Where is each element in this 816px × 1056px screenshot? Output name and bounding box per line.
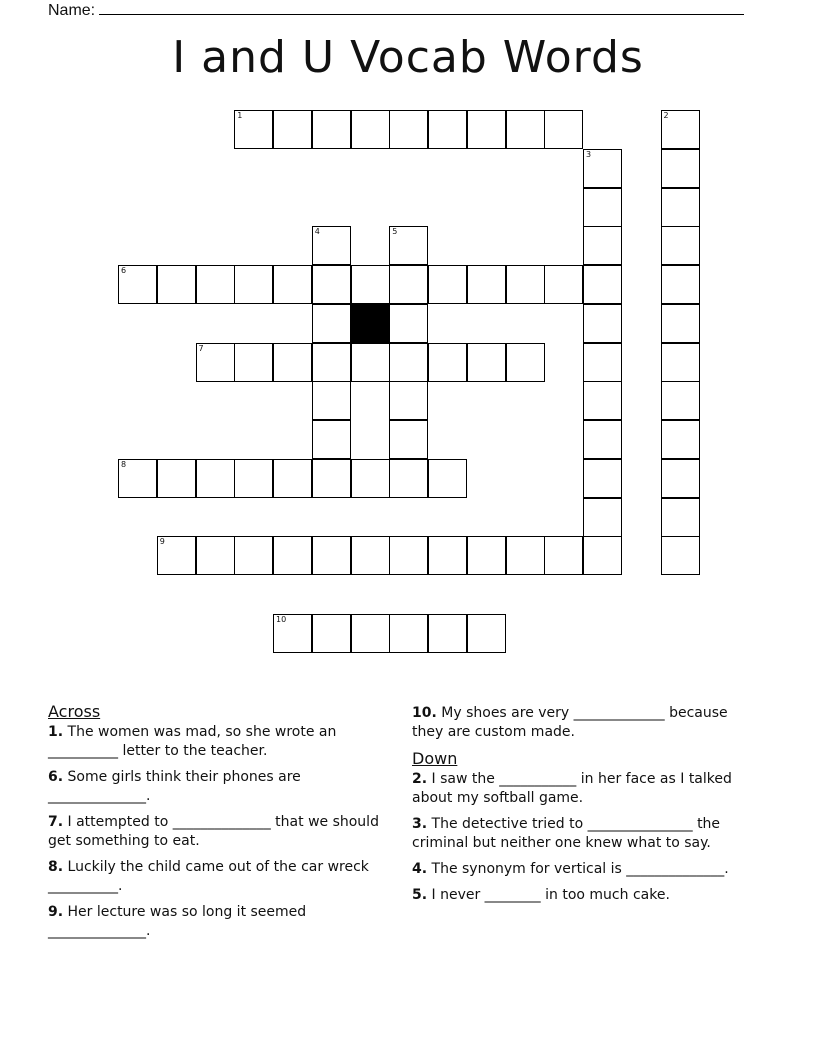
- grid-cell[interactable]: [351, 536, 390, 575]
- grid-cell[interactable]: [583, 381, 622, 420]
- grid-cell[interactable]: [428, 536, 467, 575]
- cell-number: 4: [314, 227, 320, 237]
- clue-number: 7.: [48, 814, 64, 830]
- clue-text: I attempted to ______________ that we should get something to eat.: [48, 814, 379, 849]
- page-title: I and U Vocab Words: [172, 32, 644, 83]
- grid-cell[interactable]: [389, 343, 428, 382]
- grid-cell[interactable]: [389, 459, 428, 498]
- cell-number: 5: [392, 227, 398, 237]
- grid-cell[interactable]: [118, 265, 157, 304]
- clue-number: 6.: [48, 769, 64, 785]
- grid-cell[interactable]: [312, 536, 351, 575]
- grid-cell[interactable]: [389, 110, 428, 149]
- grid-cell[interactable]: [467, 343, 506, 382]
- grid-cell[interactable]: [389, 536, 428, 575]
- grid-cell[interactable]: [196, 343, 235, 382]
- grid-cell[interactable]: [351, 110, 390, 149]
- across-heading: Across: [48, 702, 101, 721]
- clue-text: Luckily the child came out of the car wreck __________.: [48, 859, 369, 894]
- cell-number: 10: [276, 614, 287, 624]
- clue-text: Some girls think their phones are ______________.: [48, 769, 301, 804]
- grid-cell[interactable]: [234, 110, 273, 149]
- cell-number: 6: [121, 266, 127, 275]
- clue-down-2: [412, 770, 762, 808]
- grid-cell[interactable]: [234, 343, 273, 382]
- grid-cell[interactable]: [389, 304, 428, 343]
- clue-text: The synonym for vertical is ______________.: [431, 861, 729, 877]
- grid-cell[interactable]: [312, 420, 351, 459]
- grid-cell[interactable]: [467, 536, 506, 575]
- grid-cell[interactable]: [118, 459, 157, 498]
- grid-cell[interactable]: [273, 614, 312, 653]
- grid-cell[interactable]: [506, 536, 545, 575]
- grid-cell[interactable]: [583, 188, 622, 227]
- name-label: Name:: [48, 2, 96, 19]
- grid-cell[interactable]: [351, 343, 390, 382]
- cell-number: 3: [586, 149, 592, 159]
- grid-cell[interactable]: [351, 265, 390, 304]
- grid-cell[interactable]: [583, 536, 622, 575]
- grid-cell[interactable]: [661, 381, 700, 420]
- grid-cell[interactable]: [661, 188, 700, 227]
- grid-cell[interactable]: [351, 459, 390, 498]
- clue-number: 3.: [412, 816, 428, 832]
- clue-down-4: [412, 860, 762, 879]
- grid-cell[interactable]: [273, 536, 312, 575]
- grid-cell[interactable]: [506, 343, 545, 382]
- grid-cell[interactable]: [389, 381, 428, 420]
- grid-cell[interactable]: [234, 265, 273, 304]
- grid-cell[interactable]: [273, 343, 312, 382]
- grid-cell[interactable]: [661, 536, 700, 575]
- grid-cell[interactable]: [544, 265, 583, 304]
- down-heading: Down: [412, 749, 458, 768]
- grid-cell[interactable]: [428, 343, 467, 382]
- grid-cell[interactable]: [157, 459, 196, 498]
- grid-cell[interactable]: [273, 459, 312, 498]
- grid-cell[interactable]: [661, 343, 700, 382]
- grid-cell[interactable]: [389, 420, 428, 459]
- grid-cell[interactable]: [583, 149, 622, 188]
- grid-cell[interactable]: [351, 614, 390, 653]
- cell-number: 9: [159, 537, 165, 547]
- grid-cell[interactable]: [157, 536, 196, 575]
- grid-cell[interactable]: [661, 459, 700, 498]
- grid-cell[interactable]: [583, 226, 622, 265]
- grid-cell[interactable]: [312, 110, 351, 149]
- grid-cell[interactable]: [428, 614, 467, 653]
- grid-cell[interactable]: [661, 149, 700, 188]
- across-clues: [48, 702, 383, 948]
- clue-number: 1.: [48, 724, 64, 740]
- grid-cell[interactable]: [234, 536, 273, 575]
- grid-cell[interactable]: [583, 265, 622, 304]
- grid-cell[interactable]: [583, 304, 622, 343]
- grid-cell[interactable]: [312, 459, 351, 498]
- grid-cell[interactable]: [312, 614, 351, 653]
- clue-text: The women was mad, so she wrote an __________ letter to the teacher.: [48, 724, 337, 759]
- grid-cell[interactable]: [157, 265, 196, 304]
- clue-across-7: [48, 813, 383, 851]
- clue-across-10: [412, 704, 762, 742]
- grid-cell[interactable]: [428, 265, 467, 304]
- cell-number: 2: [663, 111, 669, 120]
- grid-cell[interactable]: [506, 265, 545, 304]
- grid-cell[interactable]: [389, 614, 428, 653]
- clue-text: I never ________ in too much cake.: [431, 887, 670, 903]
- grid-cell[interactable]: [273, 110, 312, 149]
- grid-cell[interactable]: [583, 498, 622, 537]
- clue-across-8: [48, 858, 383, 896]
- grid-cell[interactable]: [196, 265, 235, 304]
- grid-cell[interactable]: [661, 110, 700, 149]
- clue-text: Her lecture was so long it seemed ______________.: [48, 904, 307, 939]
- cell-number: 7: [198, 343, 204, 353]
- clue-number: 10.: [412, 705, 437, 721]
- grid-cell[interactable]: [428, 110, 467, 149]
- clue-across-1: [48, 723, 383, 761]
- grid-cell[interactable]: [661, 226, 700, 265]
- grid-cell[interactable]: [196, 536, 235, 575]
- grid-cell[interactable]: [583, 343, 622, 382]
- grid-cell[interactable]: [389, 226, 428, 265]
- grid-cell[interactable]: [506, 110, 545, 149]
- grid-cell[interactable]: [544, 110, 583, 149]
- clue-text: My shoes are very _____________ because they are custom made.: [412, 705, 728, 740]
- clue-number: 4.: [412, 861, 428, 877]
- grid-cell[interactable]: [583, 420, 622, 459]
- clue-number: 9.: [48, 904, 64, 920]
- grid-cell[interactable]: [312, 381, 351, 420]
- clue-text: I saw the ___________ in her face as I talked about my softball game.: [412, 771, 732, 806]
- clue-number: 8.: [48, 859, 64, 875]
- grid-block: [351, 304, 390, 343]
- clue-number: 5.: [412, 887, 428, 903]
- grid-cell[interactable]: [428, 459, 467, 498]
- grid-cell[interactable]: [583, 459, 622, 498]
- clue-number: 2.: [412, 771, 428, 787]
- grid-cell[interactable]: [467, 614, 506, 653]
- grid-cell[interactable]: [661, 265, 700, 304]
- grid-cell[interactable]: [661, 420, 700, 459]
- grid-cell[interactable]: [312, 226, 351, 265]
- grid-cell[interactable]: [234, 459, 273, 498]
- cell-number: 1: [237, 111, 243, 120]
- clue-down-3: [412, 815, 762, 853]
- grid-cell[interactable]: [467, 265, 506, 304]
- cell-number: 8: [121, 459, 127, 469]
- grid-cell[interactable]: [467, 110, 506, 149]
- grid-cell[interactable]: [273, 265, 312, 304]
- grid-cell[interactable]: [389, 265, 428, 304]
- grid-cell[interactable]: [312, 343, 351, 382]
- clue-down-5: [412, 886, 762, 905]
- grid-cell[interactable]: [312, 304, 351, 343]
- clue-across-6: [48, 768, 383, 806]
- clue-across-9: [48, 903, 383, 941]
- grid-cell[interactable]: [312, 265, 351, 304]
- grid-cell[interactable]: [196, 459, 235, 498]
- grid-cell[interactable]: [661, 304, 700, 343]
- right-column-clues: [412, 704, 762, 912]
- grid-cell[interactable]: [544, 536, 583, 575]
- clue-text: The detective tried to _______________ the criminal but neither one knew what to say.: [412, 816, 721, 851]
- grid-cell[interactable]: [661, 498, 700, 537]
